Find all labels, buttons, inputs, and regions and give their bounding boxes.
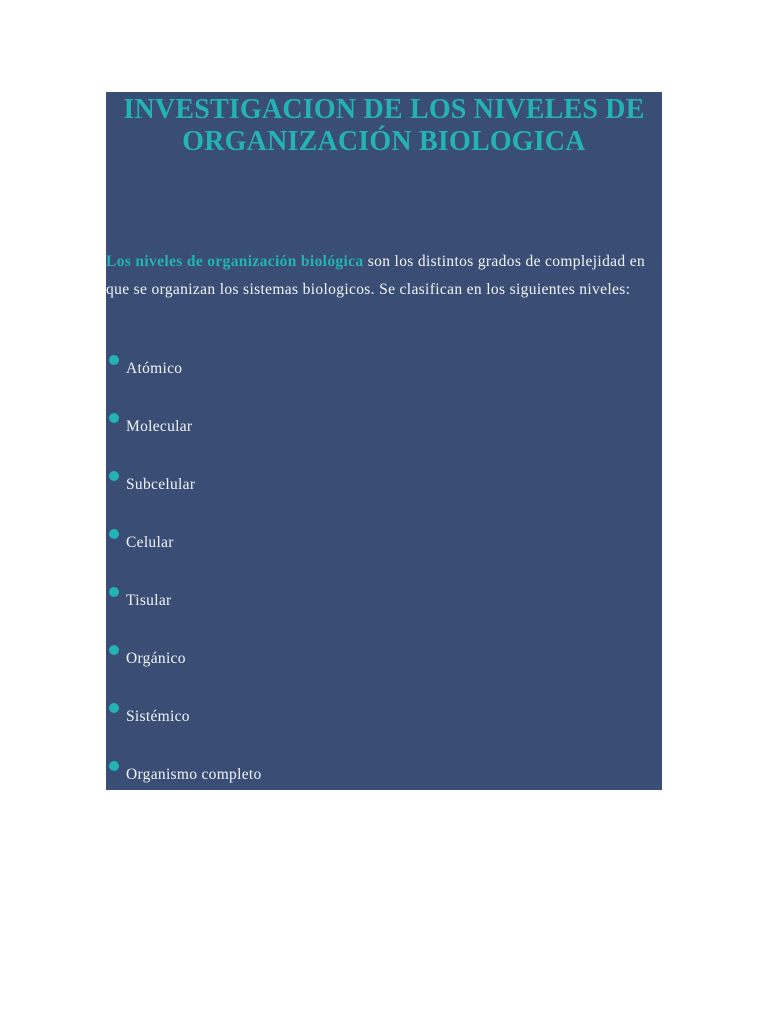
intro-text: son los distintos grados de complejidad en que se organizan los sistemas biologicos. Se clasifican en los siguientes niveles:	[106, 253, 646, 298]
bullet-dot-icon	[109, 645, 119, 655]
level-label: Organismo completo	[126, 766, 262, 783]
level-label: Tisular	[126, 592, 172, 609]
bullet-dot-icon	[109, 413, 119, 423]
level-label: Atómico	[126, 360, 183, 377]
bullet-dot-icon	[109, 355, 119, 365]
content-panel	[106, 92, 662, 790]
level-label: Orgánico	[126, 650, 186, 667]
title-line-2: ORGANIZACIÓN BIOLOGICA	[182, 126, 586, 157]
bullet-dot-icon	[109, 703, 119, 713]
bullet-dot-icon	[109, 587, 119, 597]
bullet-dot-icon	[109, 761, 119, 771]
level-label: Celular	[126, 534, 174, 551]
intro-paragraph	[106, 248, 662, 304]
level-label: Sistémico	[126, 708, 190, 725]
page-title	[106, 92, 662, 158]
level-label: Subcelular	[126, 476, 196, 493]
intro-highlight: Los niveles de organización biológica	[106, 253, 364, 270]
bullet-dot-icon	[109, 529, 119, 539]
level-label: Molecular	[126, 418, 193, 435]
title-line-1: INVESTIGACION DE LOS NIVELES DE	[123, 94, 645, 125]
bullet-dot-icon	[109, 471, 119, 481]
